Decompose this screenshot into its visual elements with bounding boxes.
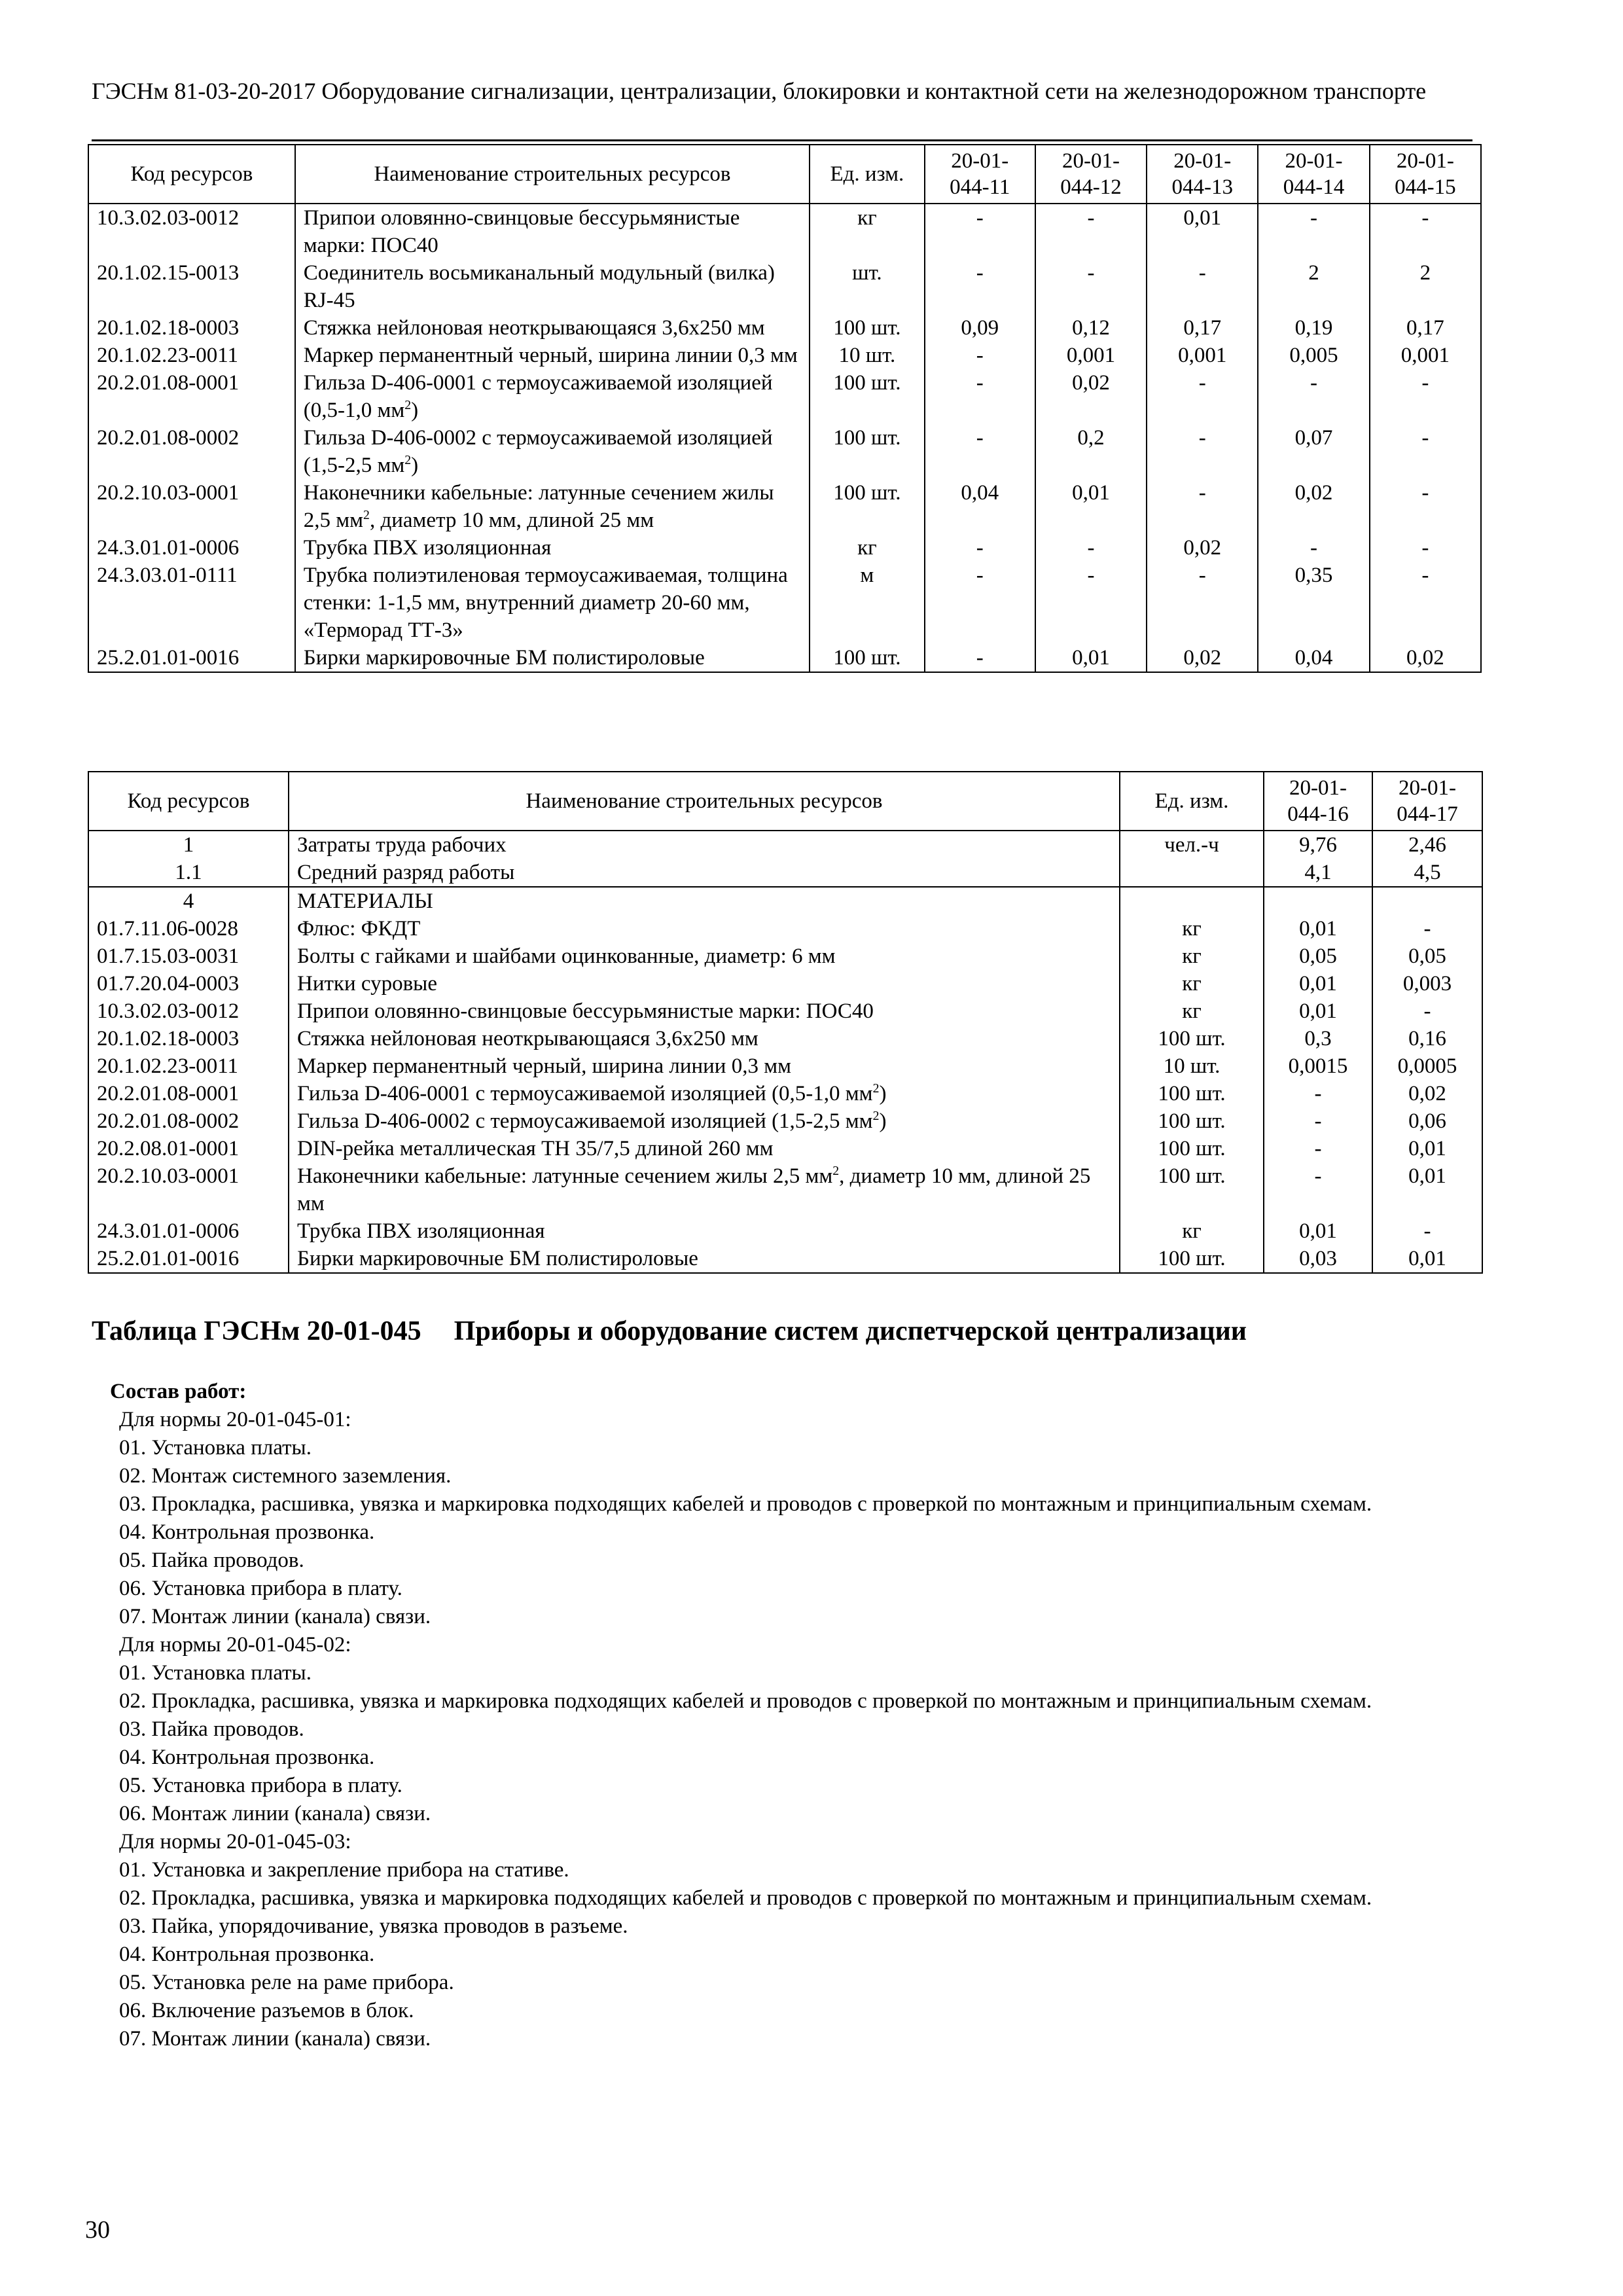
norm-value: 0,19 [1258,314,1369,342]
norm-value: - [1147,562,1258,644]
resource-code: 1 [88,831,289,859]
norm-value: - [1370,369,1481,424]
norm-value: - [1264,1135,1372,1162]
norm-value: - [1258,204,1369,259]
resource-unit: кг [1120,970,1264,997]
work-composition-title: Состав работ: [110,1380,247,1403]
resource-name: Трубка полиэтиленовая термоусаживаемая, толщина стенки: 1-1,5 мм, внутренний диаметр 20-60 мм, «Терморад ТТ-3» [295,562,810,644]
table2-col-norm-16: 20-01-044-16 [1264,772,1372,831]
table1-col-code: Код ресурсов [88,145,295,204]
table-row [88,644,1481,672]
norm-value: 0,01 [1372,1162,1482,1217]
resource-name: Наконечники кабельные: латунные сечением жилы 2,5 $мм^2$, диаметр 10 мм, длиной 25 мм [289,1162,1120,1217]
resource-unit: 100 шт. [810,314,924,342]
norm-value: 0,01 [1264,1217,1372,1245]
table2-col-norm-17: 20-01-044-17 [1372,772,1482,831]
resource-unit: 100 шт. [810,369,924,424]
norm-value: 0,16 [1372,1025,1482,1052]
norm-value: - [1264,1107,1372,1135]
table-row [88,1217,1482,1245]
table-row [88,314,1481,342]
work-item: 03. Прокладка, расшивка, увязка и маркировка подходящих кабелей и проводов с проверкой по монтажным и принципиальным схемам. [119,1492,1372,1516]
norm-value: 2 [1258,259,1369,314]
resource-name: Нитки суровые [289,970,1120,997]
section-table-name: Приборы и оборудование систем диспетчерской централизации [454,1316,1247,1346]
table-row [88,204,1481,259]
resource-code: 20.2.08.01-0001 [88,1135,289,1162]
norm-value: 0,02 [1372,1080,1482,1107]
work-item: 05. Установка реле на раме прибора. [119,1971,454,1994]
norm-value: - [1147,479,1258,534]
resource-unit: кг [810,204,924,259]
norm-value: 0,03 [1264,1245,1372,1273]
work-item: 02. Прокладка, расшивка, увязка и маркировка подходящих кабелей и проводов с проверкой по монтажным и принципиальным схемам. [119,1886,1372,1910]
resource-name: Трубка ПВХ изоляционная [289,1217,1120,1245]
resource-name: Бирки маркировочные БМ полистироловые [289,1245,1120,1273]
norm-value: 0,01 [1264,997,1372,1025]
table-row [88,942,1482,970]
norm-value: - [1372,1217,1482,1245]
resource-code: 20.2.10.03-0001 [88,479,295,534]
norm-value: - [1035,534,1147,562]
norm-value: - [925,259,1035,314]
norm-value: 0,17 [1147,314,1258,342]
norm-value: - [1258,369,1369,424]
work-item: 04. Контрольная прозвонка. [119,1520,375,1544]
work-item: 01. Установка платы. [119,1436,312,1460]
norm-value: 0,05 [1372,942,1482,970]
norm-value: - [1370,534,1481,562]
norm-value: 0,01 [1035,644,1147,672]
table1-col-norm-13: 20-01-044-13 [1147,145,1258,204]
resource-name: Соединитель восьмиканальный модульный (вилка) RJ-45 [295,259,810,314]
work-item: Для нормы 20-01-045-02: [119,1633,351,1657]
table2-header-row [88,772,1482,831]
page-number: 30 [85,2216,110,2244]
table2-col-code: Код ресурсов [88,772,289,831]
table1-col-norm-15: 20-01-044-15 [1370,145,1481,204]
norm-value: - [1372,997,1482,1025]
resource-code: 25.2.01.01-0016 [88,1245,289,1273]
table1-body [88,204,1481,672]
work-item: 06. Установка прибора в плату. [119,1577,402,1600]
resource-unit: кг [1120,997,1264,1025]
resource-code: 20.2.10.03-0001 [88,1162,289,1217]
resource-code: 10.3.02.03-0012 [88,997,289,1025]
table1-col-norm-11: 20-01-044-11 [925,145,1035,204]
resource-code: 20.1.02.18-0003 [88,314,295,342]
resource-name: Флюс: ФКДТ [289,915,1120,942]
table-row [88,1080,1482,1107]
resource-unit [1120,859,1264,887]
norm-value: 0,06 [1372,1107,1482,1135]
work-item: 04. Контрольная прозвонка. [119,1943,375,1966]
table-row [88,1025,1482,1052]
norm-value: 0,35 [1258,562,1369,644]
work-item: 01. Установка и закрепление прибора на стативе. [119,1858,569,1882]
section-title [92,1316,1247,1347]
resource-unit: кг [1120,915,1264,942]
table-row [88,259,1481,314]
table2-col-unit: Ед. изм. [1120,772,1264,831]
norm-value: - [925,562,1035,644]
work-item: 06. Монтаж линии (канала) связи. [119,1802,431,1825]
table-row [88,562,1481,644]
work-item: 06. Включение разъемов в блок. [119,1999,414,2022]
resource-unit: кг [1120,1217,1264,1245]
resource-unit: чел.-ч [1120,831,1264,859]
norm-value: 2,46 [1372,831,1482,859]
norm-value: 0,01 [1372,1135,1482,1162]
work-item: Для нормы 20-01-045-03: [119,1830,351,1854]
work-item: 04. Контрольная прозвонка. [119,1746,375,1769]
resource-unit: 100 шт. [1120,1080,1264,1107]
resource-unit: м [810,562,924,644]
resource-name: Гильза D-406-0002 с термоусаживаемой изоляцией (1,5-2,5 $мм^2$) [289,1107,1120,1135]
norm-value: - [925,424,1035,479]
resource-name: Средний разряд работы [289,859,1120,887]
norm-value: - [1370,424,1481,479]
table-row [88,534,1481,562]
norm-value: 0,07 [1258,424,1369,479]
norm-value: - [925,534,1035,562]
resource-code: 20.1.02.18-0003 [88,1025,289,1052]
norm-value: 0,01 [1264,915,1372,942]
norm-value: 0,0015 [1264,1052,1372,1080]
table-row [88,1162,1482,1217]
table-row [88,859,1482,887]
resource-unit [1120,887,1264,915]
table-row [88,369,1481,424]
resource-unit: кг [1120,942,1264,970]
resource-unit: 100 шт. [1120,1107,1264,1135]
norm-value: 0,05 [1264,942,1372,970]
resource-code: 20.2.01.08-0001 [88,1080,289,1107]
resource-code: 20.2.01.08-0001 [88,369,295,424]
norm-value: - [925,342,1035,369]
norm-value: 0,04 [1258,644,1369,672]
norm-value: 0,001 [1370,342,1481,369]
table-row [88,970,1482,997]
norm-value: - [1372,915,1482,942]
resource-code: 20.1.02.23-0011 [88,1052,289,1080]
resource-name: Гильза D-406-0002 с термоусаживаемой изоляцией (1,5-2,5 $мм^2$) [295,424,810,479]
document-header: ГЭСНм 81-03-20-2017 Оборудование сигнализации, централизации, блокировки и контактной сети на железнодорожном транспорте [92,78,1427,104]
norm-value: 0,001 [1147,342,1258,369]
resource-unit: 10 шт. [1120,1052,1264,1080]
norm-value [1264,887,1372,915]
norm-value: 0,0005 [1372,1052,1482,1080]
table-row [88,424,1481,479]
norm-value: 0,02 [1258,479,1369,534]
norm-value: 0,005 [1258,342,1369,369]
work-item: Для нормы 20-01-045-01: [119,1408,351,1431]
resource-code: 20.1.02.15-0013 [88,259,295,314]
resource-code: 1.1 [88,859,289,887]
work-item: 05. Пайка проводов. [119,1549,304,1572]
table-row [88,915,1482,942]
norm-value: - [1147,369,1258,424]
resource-unit: 100 шт. [1120,1025,1264,1052]
resource-name: Гильза D-406-0001 с термоусаживаемой изоляцией (0,5-1,0 $мм^2$) [289,1080,1120,1107]
table2-body [88,831,1482,1273]
norm-value: 0,001 [1035,342,1147,369]
norm-value: - [1147,259,1258,314]
resource-unit: 100 шт. [810,644,924,672]
norm-value: - [1264,1162,1372,1217]
section-table-code: Таблица ГЭСНм 20-01-045 [92,1316,421,1346]
work-item: 07. Монтаж линии (канала) связи. [119,1605,431,1628]
resource-name: Припои оловянно-свинцовые бессурьмянистые марки: ПОС40 [295,204,810,259]
resources-table-2 [88,771,1483,1274]
norm-value: - [925,644,1035,672]
resource-code: 01.7.20.04-0003 [88,970,289,997]
resource-name: DIN-рейка металлическая ТН 35/7,5 длиной 260 мм [289,1135,1120,1162]
norm-value: - [1258,534,1369,562]
resource-name: Бирки маркировочные БМ полистироловые [295,644,810,672]
norm-value: 9,76 [1264,831,1372,859]
resource-name: Стяжка нейлоновая неоткрывающаяся 3,6х250 мм [295,314,810,342]
resource-name: Маркер перманентный черный, ширина линии 0,3 мм [289,1052,1120,1080]
norm-value: 0,02 [1147,644,1258,672]
work-item: 01. Установка платы. [119,1661,312,1685]
table1-col-norm-14: 20-01-044-14 [1258,145,1369,204]
table1-col-norm-12: 20-01-044-12 [1035,145,1147,204]
norm-value: 4,5 [1372,859,1482,887]
norm-value: 0,003 [1372,970,1482,997]
table-row [88,342,1481,369]
resource-code: 01.7.11.06-0028 [88,915,289,942]
norm-value: 0,09 [925,314,1035,342]
resource-name: Маркер перманентный черный, ширина линии 0,3 мм [295,342,810,369]
work-item: 03. Пайка проводов. [119,1717,304,1741]
resource-code: 10.3.02.03-0012 [88,204,295,259]
norm-value: 0,3 [1264,1025,1372,1052]
norm-value: - [1147,424,1258,479]
resource-name: Гильза D-406-0001 с термоусаживаемой изоляцией (0,5-1,0 $мм^2$) [295,369,810,424]
header-rule [92,139,1472,141]
norm-value: - [925,369,1035,424]
table-row [88,1107,1482,1135]
table1-col-name: Наименование строительных ресурсов [295,145,810,204]
norm-value: 0,17 [1370,314,1481,342]
norm-value: 0,2 [1035,424,1147,479]
table1-col-unit: Ед. изм. [810,145,924,204]
work-item: 03. Пайка, упорядочивание, увязка проводов в разъеме. [119,1914,628,1938]
resource-unit: 100 шт. [1120,1162,1264,1217]
norm-value: - [1035,259,1147,314]
norm-value: 0,01 [1372,1245,1482,1273]
norm-value: - [1370,479,1481,534]
resource-code: 20.2.01.08-0002 [88,1107,289,1135]
resource-name: Стяжка нейлоновая неоткрывающаяся 3,6х250 мм [289,1025,1120,1052]
work-item: 07. Монтаж линии (канала) связи. [119,2027,431,2051]
norm-value: 0,02 [1370,644,1481,672]
resource-code: 24.3.01.01-0006 [88,534,295,562]
work-composition [110,1378,1458,2053]
norm-value: 2 [1370,259,1481,314]
resource-code: 4 [88,887,289,915]
resource-code: 01.7.15.03-0031 [88,942,289,970]
norm-value: 0,02 [1147,534,1258,562]
resource-name: МАТЕРИАЛЫ [289,887,1120,915]
table-row [88,479,1481,534]
norm-value: 4,1 [1264,859,1372,887]
resource-name: Припои оловянно-свинцовые бессурьмянистые марки: ПОС40 [289,997,1120,1025]
resource-name: Наконечники кабельные: латунные сечением жилы 2,5 $мм^2$, диаметр 10 мм, длиной 25 мм [295,479,810,534]
table-row [88,997,1482,1025]
norm-value: - [1370,204,1481,259]
resource-code: 20.1.02.23-0011 [88,342,295,369]
norm-value [1372,887,1482,915]
norm-value: - [1035,204,1147,259]
table-row [88,887,1482,915]
table-row [88,1135,1482,1162]
work-item: 02. Монтаж системного заземления. [119,1464,452,1488]
table1-header-row [88,145,1481,204]
norm-value: 0,04 [925,479,1035,534]
resources-table-1 [88,144,1482,673]
norm-value: 0,02 [1035,369,1147,424]
norm-value: 0,12 [1035,314,1147,342]
norm-value: - [1370,562,1481,644]
norm-value: - [1035,562,1147,644]
resource-unit: 100 шт. [810,424,924,479]
resource-name: Трубка ПВХ изоляционная [295,534,810,562]
norm-value: - [925,204,1035,259]
resource-unit: 10 шт. [810,342,924,369]
resource-unit: шт. [810,259,924,314]
resource-unit: 100 шт. [810,479,924,534]
work-item: 02. Прокладка, расшивка, увязка и маркировка подходящих кабелей и проводов с проверкой по монтажным и принципиальным схемам. [119,1689,1372,1713]
resource-code: 24.3.03.01-0111 [88,562,295,644]
resource-code: 24.3.01.01-0006 [88,1217,289,1245]
table2-col-name: Наименование строительных ресурсов [289,772,1120,831]
resource-name: Болты с гайками и шайбами оцинкованные, диаметр: 6 мм [289,942,1120,970]
resource-code: 25.2.01.01-0016 [88,644,295,672]
resource-unit: 100 шт. [1120,1245,1264,1273]
norm-value: 0,01 [1147,204,1258,259]
table-row [88,1245,1482,1273]
work-item: 05. Установка прибора в плату. [119,1774,402,1797]
norm-value: 0,01 [1035,479,1147,534]
table-row [88,831,1482,859]
resource-code: 20.2.01.08-0002 [88,424,295,479]
table-row [88,1052,1482,1080]
norm-value: 0,01 [1264,970,1372,997]
resource-unit: кг [810,534,924,562]
resource-name: Затраты труда рабочих [289,831,1120,859]
resource-unit: 100 шт. [1120,1135,1264,1162]
norm-value: - [1264,1080,1372,1107]
